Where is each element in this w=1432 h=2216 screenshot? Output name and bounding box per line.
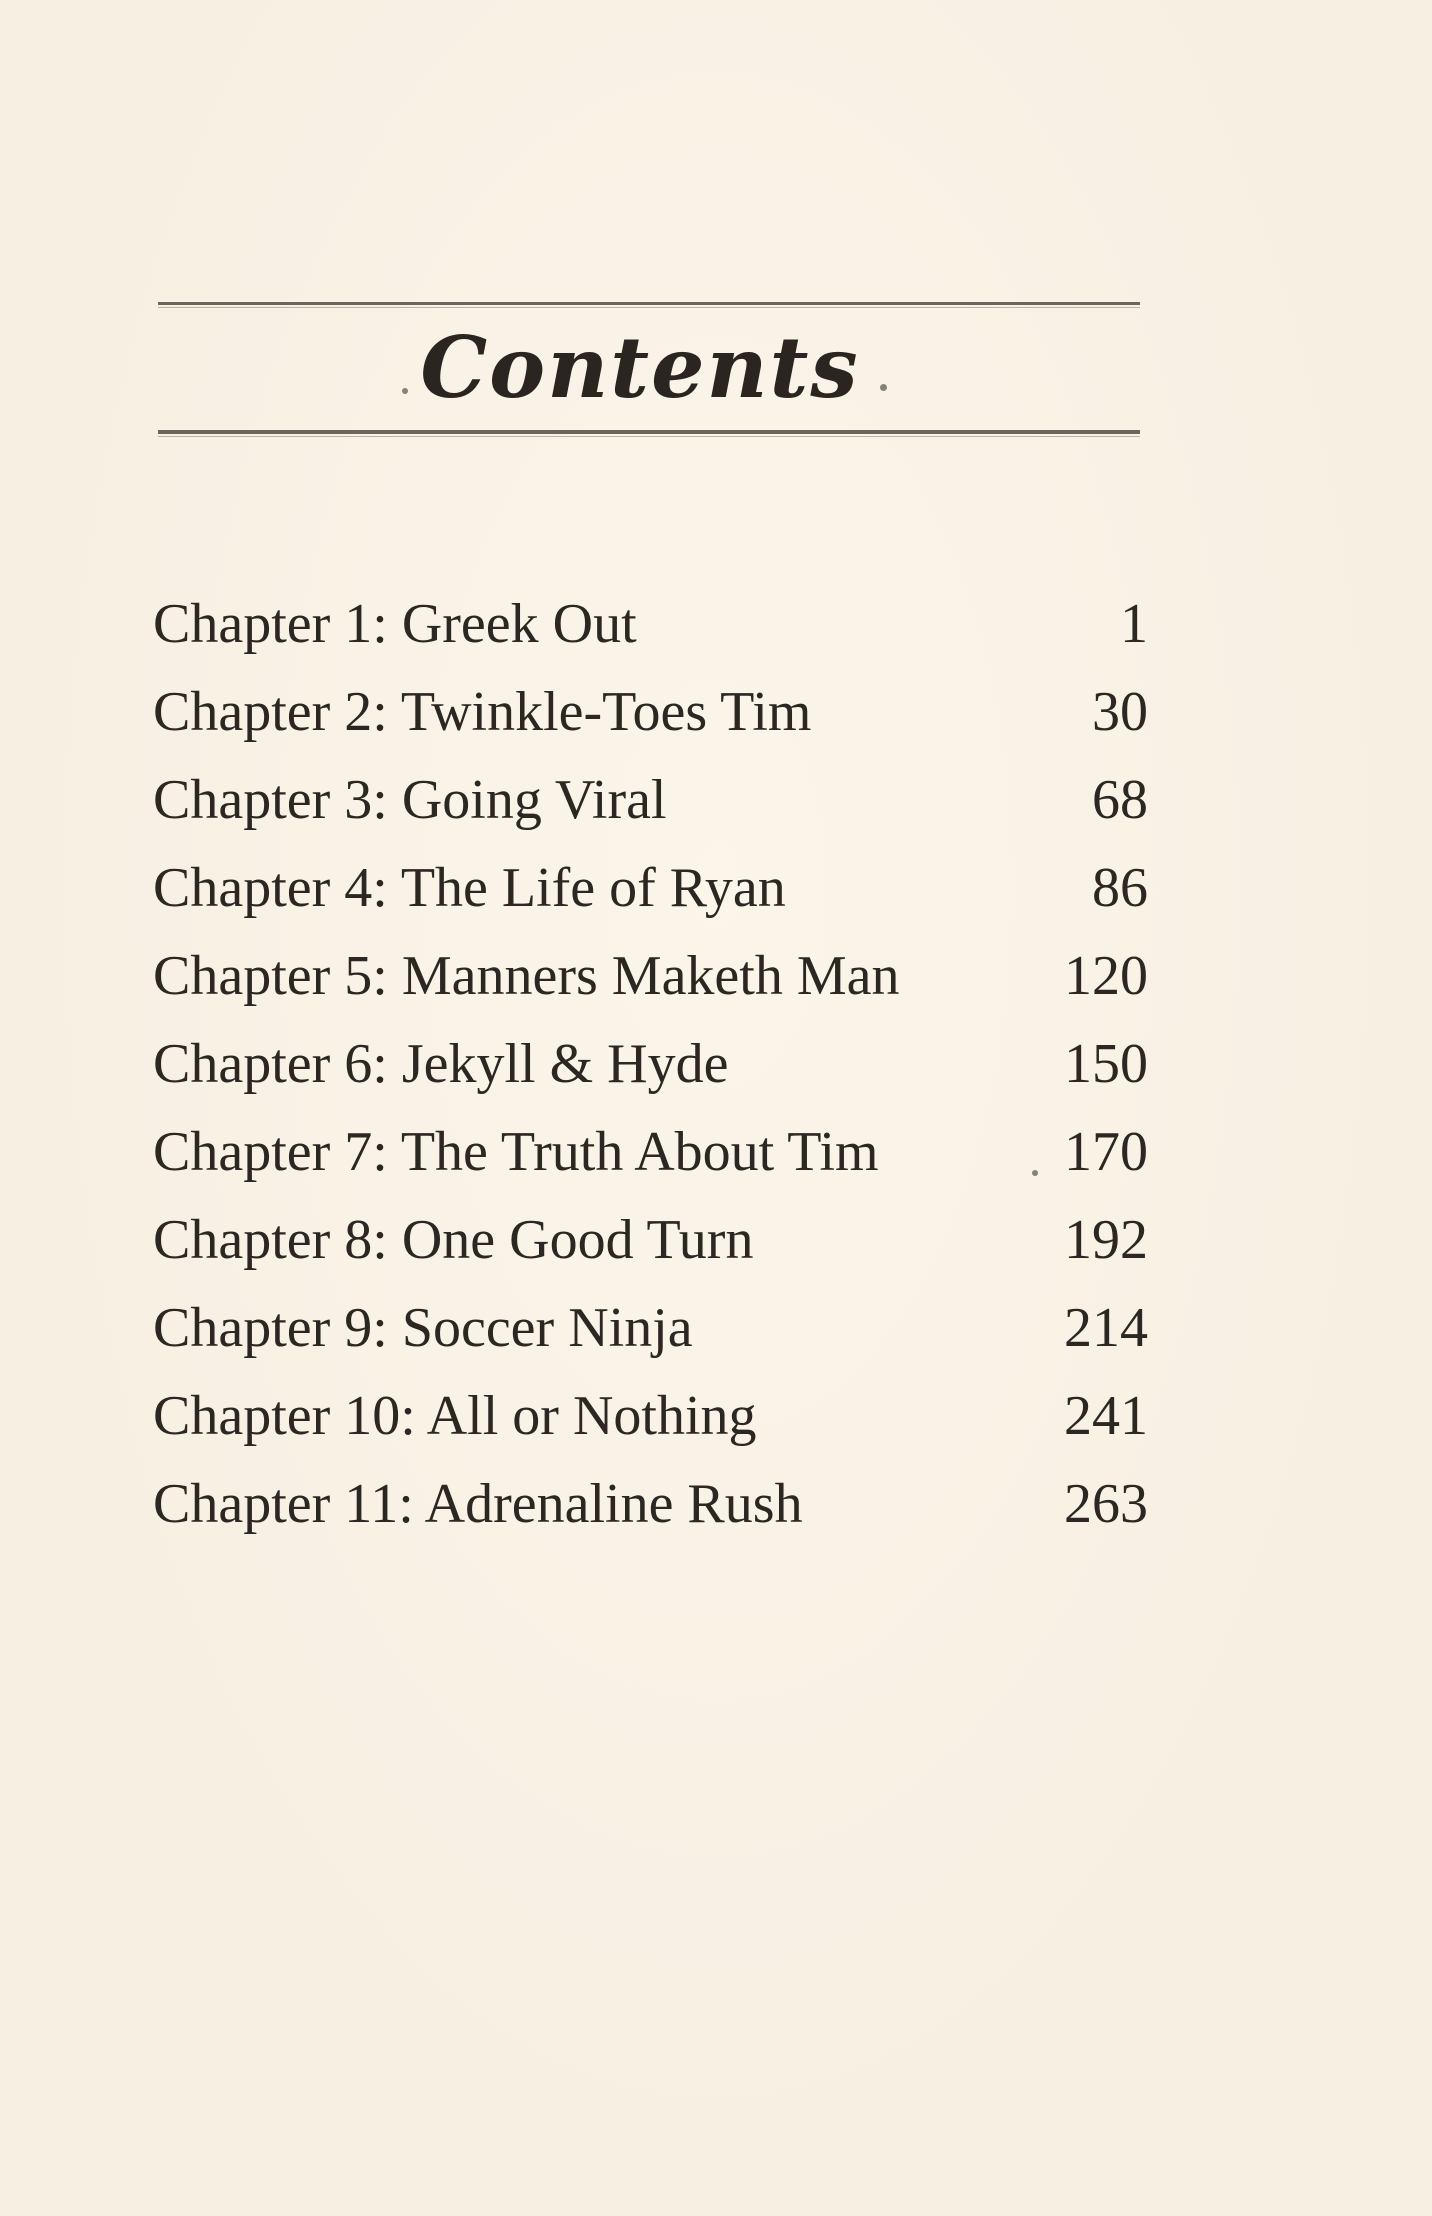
toc-entry [153, 1460, 1148, 1548]
page-number: 150 [1064, 1033, 1148, 1095]
chapter-title: Chapter 4: The Life of Ryan [153, 857, 786, 919]
chapter-title: Chapter 8: One Good Turn [153, 1209, 754, 1271]
toc-entry [153, 932, 1148, 1020]
toc-entry [153, 668, 1148, 756]
heading-rule-top [158, 302, 1140, 305]
page-title: Contents [420, 318, 860, 417]
chapter-title: Chapter 2: Twinkle-Toes Tim [153, 681, 812, 743]
page-number: 263 [1064, 1473, 1148, 1535]
toc-entry [153, 1372, 1148, 1460]
toc-entry [153, 1108, 1148, 1196]
chapter-title: Chapter 10: All or Nothing [153, 1385, 757, 1447]
heading-rule-bottom [158, 430, 1140, 434]
page-number: 241 [1064, 1385, 1148, 1447]
page-number: 30 [1092, 681, 1148, 743]
toc-entry [153, 844, 1148, 932]
chapter-title: Chapter 7: The Truth About Tim [153, 1121, 879, 1183]
page-number: 214 [1064, 1297, 1148, 1359]
toc-entry [153, 756, 1148, 844]
toc-entry [153, 1284, 1148, 1372]
chapter-title: Chapter 11: Adrenaline Rush [153, 1473, 803, 1535]
chapter-title: Chapter 5: Manners Maketh Man [153, 945, 900, 1007]
paper-speck [1032, 1170, 1038, 1176]
paper-speck [402, 388, 408, 394]
page-number: 192 [1064, 1209, 1148, 1271]
toc-entry [153, 580, 1148, 668]
chapter-title: Chapter 1: Greek Out [153, 593, 637, 655]
page-number: 86 [1092, 857, 1148, 919]
page-number: 68 [1092, 769, 1148, 831]
page-number: 120 [1064, 945, 1148, 1007]
page-number: 1 [1120, 593, 1148, 655]
table-of-contents [153, 580, 1148, 1548]
paper-speck [880, 384, 887, 391]
toc-entry [153, 1196, 1148, 1284]
chapter-title: Chapter 6: Jekyll & Hyde [153, 1033, 729, 1095]
page-number: 170 [1064, 1121, 1148, 1183]
toc-entry [153, 1020, 1148, 1108]
chapter-title: Chapter 3: Going Viral [153, 769, 667, 831]
chapter-title: Chapter 9: Soccer Ninja [153, 1297, 693, 1359]
